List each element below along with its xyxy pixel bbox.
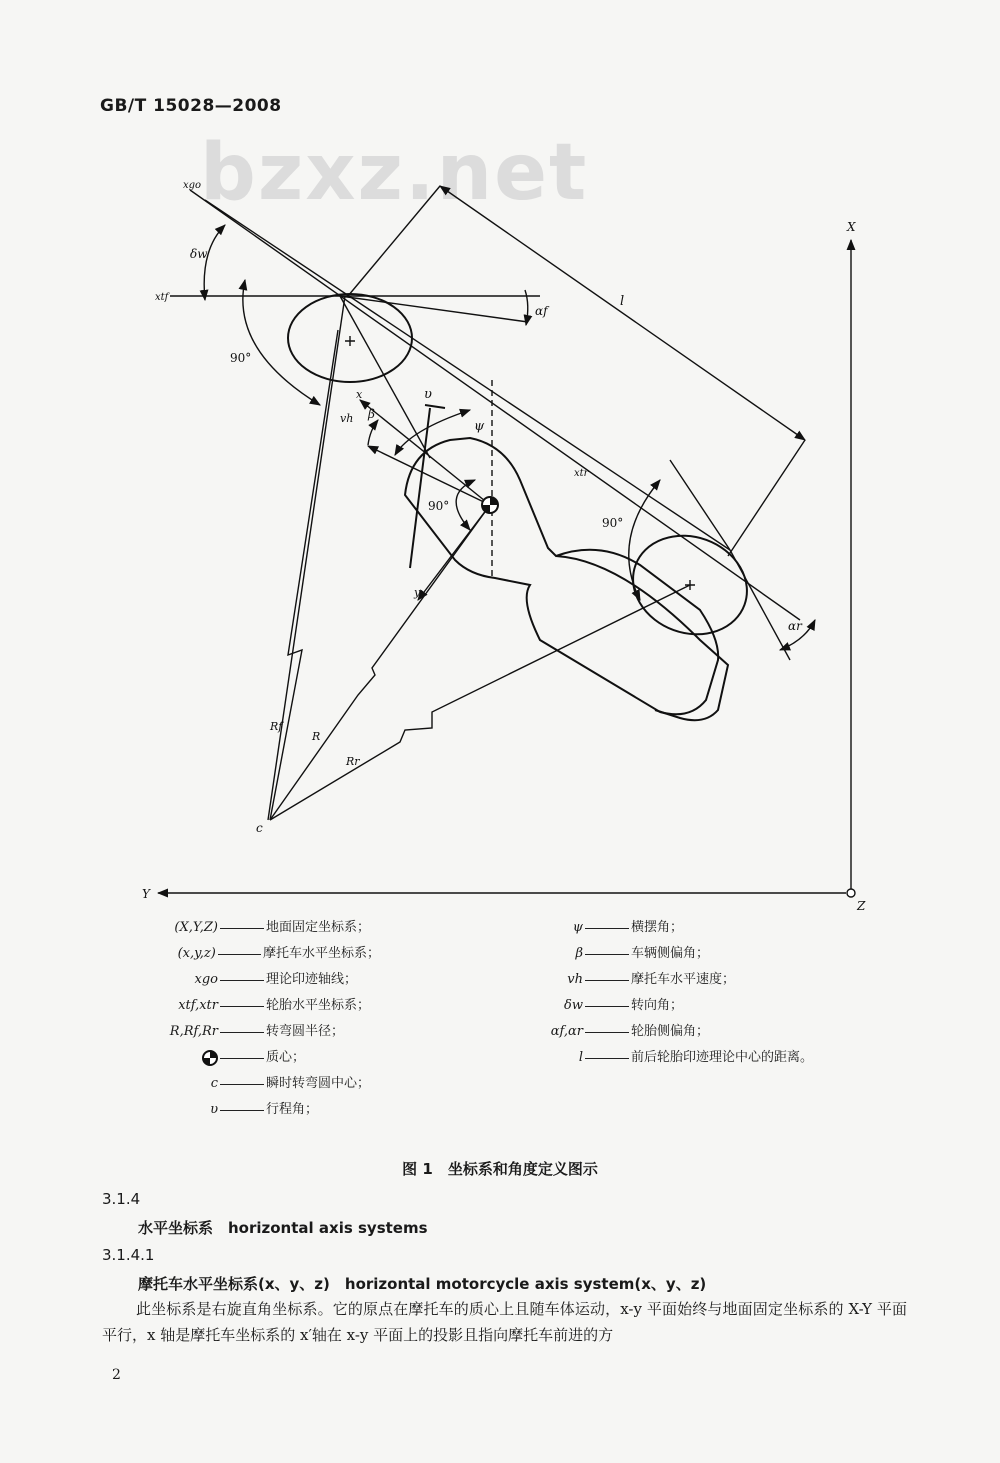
- label-psi: ψ: [474, 419, 485, 434]
- label-alpha-r: αr: [788, 619, 802, 633]
- label-l: l: [620, 294, 625, 309]
- legend-right: [505, 915, 865, 1071]
- figure-caption: 图 1 坐标系和角度定义图示: [402, 1160, 598, 1178]
- legend-item: δw 转向角；: [505, 993, 865, 1019]
- body-paragraph: 此坐标系是右旋直角坐标系。它的原点在摩托车的质心上且随车体运动，x-y 平面始终与地面固定坐标系的 X-Y 平面平行，x 轴是摩托车坐标系的 x′轴在 x-y 平面上的投影且指向摩托车前进的方: [102, 1300, 907, 1344]
- label-vh: vh: [340, 412, 354, 425]
- legend-item: R,Rf,Rr 转弯圆半径；: [100, 1019, 380, 1045]
- label-alpha-f: αf: [535, 304, 548, 318]
- label-xtr: xtr: [574, 468, 589, 479]
- page-number: 2: [112, 1367, 121, 1383]
- legend-item: ψ 横摆角；: [505, 915, 865, 941]
- center-of-mass-icon: [202, 1050, 218, 1066]
- label-Rr: Rr: [346, 755, 360, 768]
- legend-item: c 瞬时转弯圆中心；: [100, 1071, 380, 1097]
- legend-item: β 车辆侧偏角；: [505, 941, 865, 967]
- legend-item: l 前后轮胎印迹理论中心的距离。: [505, 1045, 865, 1071]
- radius-line: [270, 505, 490, 820]
- label-Y-axis: Y: [142, 887, 150, 901]
- ground-origin: [847, 889, 855, 897]
- l-dimension: [440, 186, 805, 440]
- legend-item: 质心；: [100, 1045, 380, 1071]
- legend-item: (X,Y,Z) 地面固定坐标系；: [100, 915, 380, 941]
- legend-item: υ 行程角；: [100, 1097, 380, 1123]
- motorcycle-body: [405, 438, 718, 714]
- label-c: c: [256, 821, 263, 835]
- label-delta-w: δw: [190, 247, 208, 261]
- label-R: R: [312, 730, 321, 743]
- label-Z-axis: Z: [857, 899, 866, 913]
- legend-item: xgo 理论印迹轴线；: [100, 967, 380, 993]
- label-xgo: xgo: [183, 180, 202, 191]
- label-X-axis: X: [847, 220, 856, 234]
- clause-title: 摩托车水平坐标系(x、y、z) horizontal motorcycle axis system(x、y、z): [138, 1275, 707, 1293]
- clause-title: 水平坐标系 horizontal axis systems: [138, 1219, 428, 1237]
- legend-item: (x,y,z) 摩托车水平坐标系；: [100, 941, 380, 967]
- xgo-line: [190, 190, 800, 620]
- legend-item: xtf,xtr 轮胎水平坐标系；: [100, 993, 380, 1019]
- label-90-c: 90°: [602, 516, 624, 530]
- legend-item: αf,αr 轮胎侧偏角；: [505, 1019, 865, 1045]
- label-y-small: y: [414, 586, 421, 599]
- legend-left: [100, 915, 380, 1123]
- label-xtf: xtf: [155, 292, 169, 303]
- label-upsilon: υ: [424, 387, 432, 402]
- label-90-a: 90°: [230, 351, 252, 365]
- watermark: bzxz.net: [200, 128, 589, 218]
- legend-item: vh 摩托车水平速度；: [505, 967, 865, 993]
- label-beta: β: [368, 407, 375, 421]
- label-Rf: Rf: [270, 720, 283, 733]
- label-90-b: 90°: [428, 499, 450, 513]
- clause-number: 3.1.4: [102, 1190, 141, 1208]
- page-header: GB/T 15028—2008: [100, 96, 282, 116]
- clause-number: 3.1.4.1: [102, 1246, 155, 1264]
- radius-rear-line: [270, 585, 690, 820]
- label-x-small: x: [356, 388, 363, 401]
